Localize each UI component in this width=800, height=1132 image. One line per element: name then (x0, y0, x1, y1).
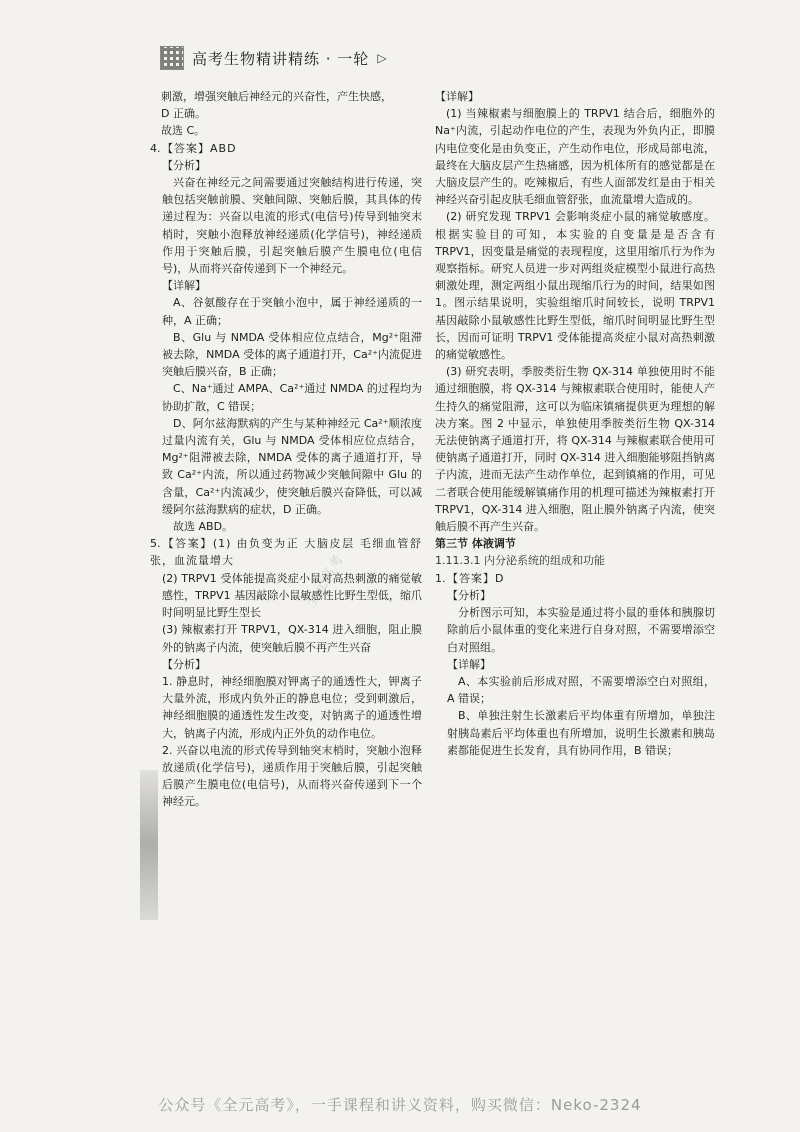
continued-text: D 正确。 (161, 107, 206, 121)
q5-detail-tag: 【详解】 (435, 90, 479, 103)
q4-detail-a: A、谷氨酸存在于突触小泡中，属于神经递质的一种，A 正确； (162, 296, 422, 327)
continued-text: 刺激，增强突触后神经元的兴奋性，产生快感， (161, 90, 392, 103)
footer-watermark: 公众号《全元高考》，一手课程和讲义资料，购买微信：Neko-2324 (158, 1096, 642, 1114)
q1-detail-b: B、单独注射生长激素后平均体重有所增加，单独注射胰岛素后平均体重也有所增加，说明生长激素和胰岛素都能促进生长发育，具有协同作用，B 错误； (447, 709, 715, 757)
diagonal-watermark: 全元高考 (303, 551, 348, 611)
q1-answer: 1. 【答案】D (435, 571, 505, 585)
q1-analysis: 分析图示可知，本实验是通过将小鼠的垂体和胰腺切除前后小鼠体重的变化来进行自身对照，不需要增添空白对照组。 (447, 606, 715, 654)
left-column (150, 88, 422, 811)
q1-detail-a: A、本实验前后形成对照，不需要增添空白对照组，A 错误； (447, 674, 715, 706)
section-title: 第三节 体液调节 (435, 537, 516, 551)
q4-answer: 4. 【答案】ABD (150, 141, 237, 155)
q1-analysis-tag: 【分析】 (447, 588, 491, 602)
scan-stain (140, 770, 158, 920)
q5-answer: 5. 【答案】(1) 由负变为正 大脑皮层 毛细血管舒张，血流量增大 (150, 537, 422, 568)
q4-analysis-tag: 【分析】 (162, 158, 206, 172)
q1-detail-tag: 【详解】 (447, 657, 491, 671)
continued-text: 故选 C。 (161, 124, 206, 138)
q5-analysis-1: 1. 静息时，神经细胞膜对钾离子的通透性大，钾离子大量外流，形成内负外正的静息电位；受到刺激后，神经细胞膜的通透性发生改变，对钠离子的通透性增大，钠离子内流，形成内正外负的动作电位。 (162, 674, 422, 740)
page-header (160, 46, 387, 70)
q5-analysis-2: 2. 兴奋以电流的形式传导到轴突末梢时，突触小泡释放递质(化学信号)，递质作用于突触后膜，引起突触后膜产生膜电位(电信号)，从而将兴奋传递到下一个神经元。 (162, 743, 422, 809)
q5-answer-3: (3) 辣椒素打开 TRPV1，QX-314 进入细胞，阻止膜外的钠离子内流，使突触后膜不再产生兴奋 (162, 623, 422, 654)
subsection-title: 1.11.3.1 内分泌系统的组成和功能 (435, 554, 605, 568)
q4-detail-c: C、Na⁺通过 AMPA、Ca²⁺通过 NMDA 的过程均为协助扩散，C 错误； (162, 382, 422, 413)
q5-detail-3: (3) 研究表明，季胺类衍生物 QX-314 单独使用时不能通过细胞膜，将 QX-314 与辣椒素联合使用时，能使人产生持久的痛觉阻滞，这可以为临床镇痛提供更为理想的解决方案。图 2 中显示，单独使用季胺类衍生物 QX-314 无法使钠离子通道打开，将 QX-314 与辣椒素联合使用可使钠离子通道打开，同时 QX-314 进入细胞能够阻挡钠离子内流，进而无法产生动作单位，起到镇痛的作用，可见二者联合使用能缓解镇痛作用的机理可描述为辣椒素打开 TRPV1，QX-314 进入细胞，阻止膜外钠离子内流，使突触后膜不再产生兴奋。 (435, 365, 715, 534)
q5-detail-2: (2) 研究发现 TRPV1 会影响炎症小鼠的痛觉敏感度。根据实验目的可知，本实验的自变量是是否含有 TRPV1，因变量是痛觉的表现程度，这里用缩爪行为作为观察指标。研究人员进一步对两组炎症模型小鼠进行高热刺激处理，测定两组小鼠出现缩爪行为的时间，结果如图 1。图示结果说明，实验组缩爪时间较长，说明 TRPV1 基因敲除小鼠敏感性比野生型低，缩爪时间明显比野生型长，因而可证明 TRPV1 受体能提高炎症小鼠对高热刺激的痛觉敏感性。 (435, 210, 715, 362)
q5-analysis-tag: 【分析】 (162, 657, 206, 671)
play-triangle-icon: ▷ (377, 51, 387, 65)
book-title: 高考生物精讲精练 · 一轮 (192, 49, 370, 68)
q4-conclusion: 故选 ABD。 (173, 520, 234, 534)
q4-detail-d: D、阿尔兹海默病的产生与某种神经元 Ca²⁺顺浓度过量内流有关，Glu 与 NMDA 受体相应位点结合，Mg²⁺阻滞被去除，NMDA 受体的离子通道打开，导致 Ca²⁺内流，所以通过药物减少突触间隙中 Glu 的含量，Ca²⁺内流减少，使突触后膜兴奋降低，可以减缓阿尔兹海默病的症状，D 正确。 (162, 416, 422, 516)
q4-detail-b: B、Glu 与 NMDA 受体相应位点结合，Mg²⁺阻滞被去除，NMDA 受体的离子通道打开，Ca²⁺内流促进突触后膜兴奋，B 正确； (162, 330, 422, 379)
q4-detail-tag: 【详解】 (162, 279, 206, 293)
q5-detail-1: (1) 当辣椒素与细胞膜上的 TRPV1 结合后，细胞外的 Na⁺内流，引起动作电位的产生，表现为外负内正，即膜内电位变化是由负变正，产生动作电位，形成局部电流，最终在大脑皮层产生热痛感，因为机体所有的感觉都是在大脑皮层产生的。吃辣椒后，有些人面部发红是由于相关神经兴奋引起皮肤毛细血管舒张，血流量增大造成的。 (435, 107, 715, 207)
q5-answer-2: (2) TRPV1 受体能提高炎症小鼠对高热刺激的痛觉敏感性，TRPV1 基因敲除小鼠敏感性比野生型低，缩爪时间明显比野生型长 (162, 571, 422, 620)
q4-analysis: 兴奋在神经元之间需要通过突触结构进行传递，突触包括突触前膜、突触间隙、突触后膜，其具体的传递过程为：兴奋以电流的形式(电信号)传导到轴突末梢时，突触小泡释放神经递质(化学信号)，神经递质作用于突触后膜，引起突触后膜产生膜电位(电信号)，从而将兴奋传递到下一个神经元。 (162, 176, 422, 276)
right-column (435, 88, 715, 759)
qr-code-icon (160, 46, 184, 70)
